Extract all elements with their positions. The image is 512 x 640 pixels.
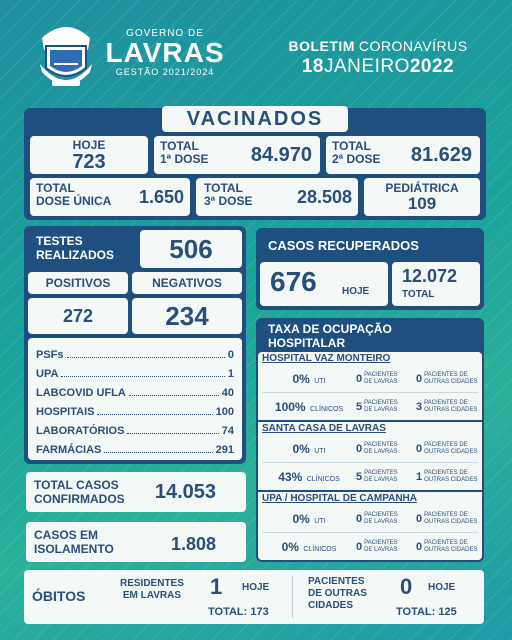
occupancy-other-count: 0	[416, 513, 423, 525]
tests-label-2: REALIZADOS	[36, 248, 114, 262]
test-source-name: HOSPITAIS	[36, 406, 95, 418]
occupancy-kind: UTI	[314, 518, 326, 525]
occupancy-other-count: 0	[416, 443, 423, 455]
test-source-value: 40	[221, 387, 234, 399]
occupancy-lavras-count: 5	[356, 400, 363, 413]
occupancy-row	[262, 366, 478, 393]
occupancy-pct: 43%	[278, 469, 303, 484]
occupancy-lavras-l1: PACIENTES	[364, 372, 398, 378]
occupancy-other-count: 1	[416, 470, 423, 483]
occupancy-other-l1: PACIENTES DE	[424, 442, 468, 448]
deaths-res-label-1: RESIDENTES	[120, 578, 184, 589]
deaths-out-label-1: PACIENTES	[308, 576, 365, 587]
occupancy-lavras-count: 5	[356, 470, 363, 483]
test-sources-list	[36, 342, 234, 456]
occupancy-other-count: 0	[416, 540, 423, 553]
vaccinated-title: VACINADOS	[162, 106, 348, 132]
government-logo-text	[100, 28, 230, 77]
coronavirus-word: CORONAVÍRUS	[358, 38, 468, 54]
vac-today-value: 723	[72, 151, 106, 173]
tests-label-1: TESTES	[36, 234, 83, 248]
hospital-name: SANTA CASA DE LAVRAS	[262, 423, 386, 434]
occupancy-lavras-l2: DE LAVRAS	[364, 519, 398, 525]
occupancy-row	[262, 533, 478, 560]
bulletin-date	[262, 56, 494, 78]
tests-value-card	[140, 230, 242, 268]
hospital-block	[258, 492, 482, 560]
boletim-word: BOLETIM	[288, 38, 355, 54]
occupancy-lavras-count: 0	[356, 373, 363, 385]
hospital-name: HOSPITAL VAZ MONTEIRO	[262, 353, 391, 364]
occupancy-pct: 0%	[292, 512, 310, 526]
coat-of-arms-icon	[34, 20, 98, 90]
recovered-total-card	[392, 262, 480, 306]
date-year: 2022	[409, 56, 455, 77]
hospital-block	[258, 352, 482, 422]
occupancy-other-l2: OUTRAS CIDADES	[424, 406, 478, 413]
recovered-total-label: TOTAL	[402, 289, 435, 300]
occupancy-pct: 100%	[274, 399, 306, 414]
occupancy-lavras-l1: PACIENTES	[364, 512, 398, 518]
positive-value-card	[28, 298, 128, 334]
occupancy-row	[262, 393, 478, 420]
deaths-res-total: TOTAL: 173	[208, 606, 269, 618]
occupancy-kind: CLÍNICOS	[306, 475, 340, 483]
isolation-label-2: ISOLAMENTO	[34, 542, 114, 556]
test-sources-card	[28, 338, 242, 460]
date-day: 18	[301, 56, 324, 77]
vac-dose3-card	[196, 178, 358, 216]
confirmed-label-1: TOTAL CASOS	[34, 478, 119, 492]
occupancy-kind: UTI	[314, 378, 326, 385]
deaths-title: ÓBITOS	[32, 588, 86, 604]
occupancy-kind: CLÍNICOS	[310, 405, 344, 413]
vac-single-sub: DOSE ÚNICA	[36, 194, 112, 208]
vac-dose1-card	[154, 136, 320, 174]
hospital-list	[258, 352, 482, 560]
isolation-value: 1.808	[170, 534, 216, 554]
occupancy-lavras-l1: PACIENTES	[364, 399, 398, 406]
hospital-name: UPA / HOSPITAL DE CAMPANHA	[262, 493, 418, 504]
occupancy-lavras-l2: DE LAVRAS	[364, 379, 398, 385]
recovered-title: CASOS RECUPERADOS	[268, 238, 419, 253]
occupancy-row	[262, 436, 478, 463]
test-source-value: 74	[221, 425, 234, 437]
occupancy-lavras-l2: DE LAVRAS	[364, 406, 398, 413]
deaths-out-value: 0	[400, 574, 413, 599]
occupancy-title-2: HOSPITALAR	[268, 336, 346, 350]
tests-label	[36, 234, 114, 262]
test-source-row	[36, 399, 234, 418]
hospital-block	[258, 422, 482, 492]
occupancy-other-l2: OUTRAS CIDADES	[424, 379, 478, 385]
isolation-label-1: CASOS EM	[34, 528, 99, 542]
deaths-res-today: HOJE	[242, 582, 270, 593]
occupancy-other-l1: PACIENTES DE	[424, 512, 468, 518]
vac-dose1-value: 84.970	[250, 144, 312, 166]
occupancy-other-l2: OUTRAS CIDADES	[424, 546, 478, 553]
vac-dose3-label: TOTAL	[204, 181, 243, 195]
isolation-card	[26, 522, 246, 562]
dotted-leader	[104, 452, 212, 453]
confirmed-label-2: CONFIRMADOS	[34, 492, 125, 506]
vac-dose1-sub: 1ª DOSE	[160, 152, 209, 166]
gov-city: LAVRAS	[105, 37, 225, 68]
occupancy-other-l2: OUTRAS CIDADES	[424, 449, 478, 455]
occupancy-title-1: TAXA DE OCUPAÇÃO	[268, 322, 392, 336]
gov-line1: GOVERNO DE	[126, 28, 204, 39]
occupancy-other-l1: PACIENTES DE	[424, 539, 468, 546]
vac-dose1-label: TOTAL	[160, 139, 199, 153]
vac-dose3-value: 28.508	[296, 187, 352, 207]
test-source-name: UPA	[36, 368, 59, 380]
dotted-leader	[129, 395, 219, 396]
date-month: JANEIRO	[324, 56, 410, 77]
occupancy-other-l1: PACIENTES DE	[424, 399, 468, 406]
occupancy-lavras-l2: DE LAVRAS	[364, 449, 398, 455]
test-source-name: LABORATÓRIOS	[36, 425, 125, 437]
occupancy-lavras-count: 0	[356, 540, 363, 553]
vac-dose3-sub: 3ª DOSE	[204, 194, 253, 208]
negative-label-card: NEGATIVOS	[132, 272, 242, 294]
occupancy-lavras-count: 0	[356, 513, 363, 525]
vac-dose2-label: TOTAL	[332, 139, 371, 153]
test-source-row	[36, 342, 234, 361]
vac-single-card	[30, 178, 190, 216]
test-source-name: PSFs	[36, 349, 64, 361]
occupancy-title	[268, 322, 392, 350]
vac-today-card	[30, 136, 148, 174]
test-source-value: 100	[215, 406, 234, 418]
occupancy-row	[262, 463, 478, 490]
vac-single-label: TOTAL	[36, 181, 75, 195]
vac-dose2-card	[326, 136, 480, 174]
test-source-name: FARMÁCIAS	[36, 444, 102, 456]
deaths-res-value: 1	[210, 574, 223, 599]
occupancy-lavras-l2: DE LAVRAS	[364, 476, 398, 483]
deaths-out-total: TOTAL: 125	[396, 606, 457, 618]
positive-label-card: POSITIVOS	[28, 272, 128, 294]
occupancy-other-count: 0	[416, 373, 423, 385]
vac-pediatric-value: 109	[407, 194, 437, 213]
dotted-leader	[97, 414, 212, 415]
vac-pediatric-label: PEDIÁTRICA	[385, 181, 459, 195]
occupancy-other-l2: OUTRAS CIDADES	[424, 476, 478, 483]
vac-today-label: HOJE	[72, 138, 106, 152]
vac-dose2-sub: 2ª DOSE	[332, 152, 381, 166]
positive-value: 272	[62, 306, 94, 326]
deaths-out-label-3: CIDADES	[308, 600, 354, 611]
deaths-res-label-2: EM LAVRAS	[122, 590, 182, 601]
occupancy-other-count: 3	[416, 400, 423, 413]
negative-value: 234	[165, 301, 209, 331]
occupancy-kind: UTI	[314, 448, 326, 455]
gov-term: GESTÃO 2021/2024	[115, 67, 215, 77]
test-source-row	[36, 418, 234, 437]
vac-pediatric-card	[364, 178, 480, 216]
occupancy-lavras-l1: PACIENTES	[364, 469, 398, 476]
recovered-total-value: 12.072	[402, 266, 458, 286]
occupancy-pct: 0%	[281, 539, 299, 554]
test-source-row	[36, 361, 234, 380]
deaths-card	[24, 570, 484, 624]
test-source-row	[36, 380, 234, 399]
deaths-out-today: HOJE	[428, 582, 456, 593]
test-source-row	[36, 437, 234, 456]
occupancy-pct: 0%	[292, 372, 310, 386]
test-source-value: 1	[227, 368, 234, 380]
dotted-leader	[127, 433, 218, 434]
occupancy-lavras-count: 0	[356, 443, 363, 455]
test-source-value: 291	[215, 444, 234, 456]
bulletin-title	[262, 38, 494, 78]
occupancy-other-l1: PACIENTES DE	[424, 469, 468, 476]
occupancy-row	[262, 506, 478, 533]
occupancy-lavras-l2: DE LAVRAS	[364, 546, 398, 553]
vac-dose2-value: 81.629	[410, 144, 472, 166]
dotted-leader	[67, 357, 225, 358]
test-source-value: 0	[227, 349, 234, 361]
negative-value-card	[132, 298, 242, 334]
deaths-divider	[292, 576, 293, 618]
vac-single-value: 1.650	[138, 187, 184, 207]
recovered-today-card	[260, 262, 388, 306]
occupancy-pct: 0%	[292, 442, 310, 456]
test-source-name: LABCOVID UFLA	[36, 387, 126, 399]
recovered-today-label: HOJE	[342, 286, 370, 297]
confirmed-value: 14.053	[154, 481, 216, 503]
occupancy-kind: CLÍNICOS	[303, 545, 337, 553]
occupancy-lavras-l1: PACIENTES	[364, 442, 398, 448]
occupancy-other-l2: OUTRAS CIDADES	[424, 519, 478, 525]
tests-value: 506	[169, 234, 213, 264]
recovered-today-value: 676	[270, 266, 317, 297]
deaths-out-label-2: DE OUTRAS	[308, 588, 367, 599]
dotted-leader	[61, 376, 224, 377]
confirmed-card	[26, 472, 246, 512]
occupancy-card	[258, 352, 482, 560]
occupancy-other-l1: PACIENTES DE	[424, 372, 468, 378]
occupancy-lavras-l1: PACIENTES	[364, 539, 398, 546]
